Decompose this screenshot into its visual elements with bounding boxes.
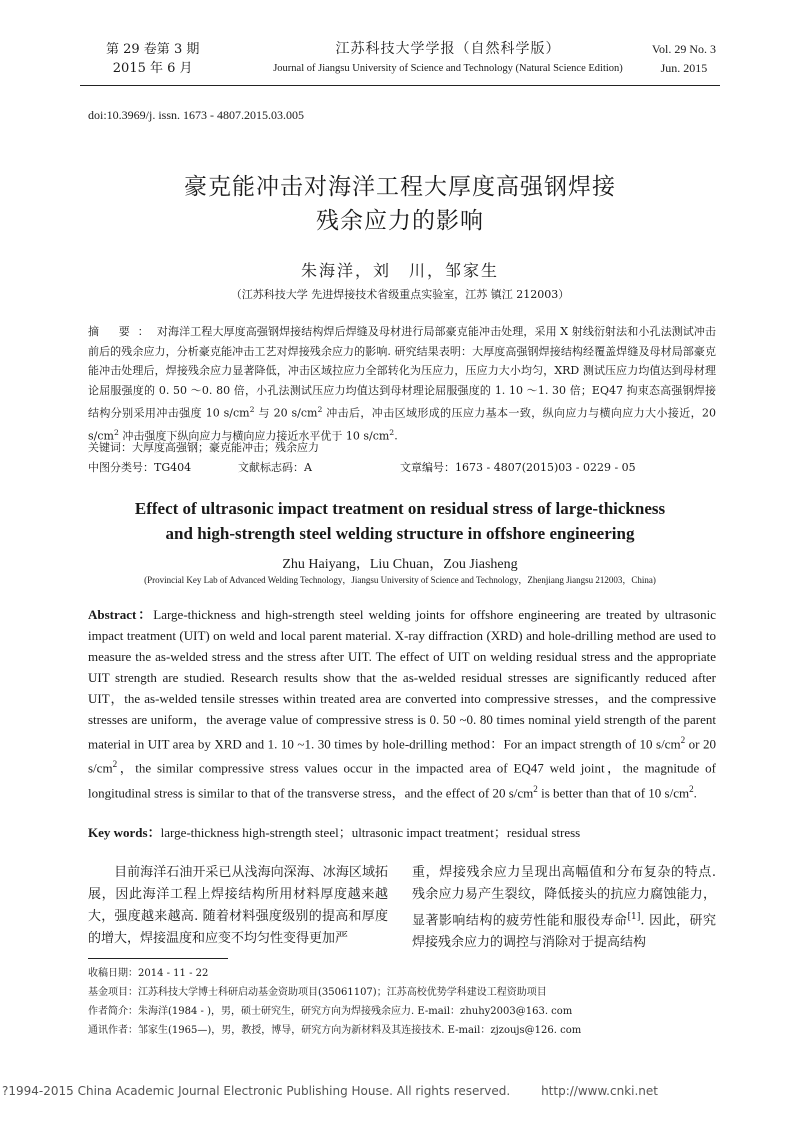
header-journal-cn: 江苏科技大学学报（自然科学版） — [335, 41, 561, 57]
header-volume-cn: 第 29 卷第 3 期 — [106, 42, 200, 57]
footnotes — [88, 964, 716, 1040]
title-cn-line-1: 豪克能冲击对海洋工程大厚度高强钢焊接 — [184, 174, 616, 200]
superscript: 2 — [389, 428, 395, 438]
superscript: 2 — [533, 783, 538, 794]
abstract-cn-text: 冲击后，冲击区域形成的压应力基本一致，纵向应力与横向应力大小接近，20 s/cm — [88, 406, 716, 443]
footnote-author: 作者简介：朱海洋(1984 - )，男，硕士研究生，研究方向为焊接残余应力. E-mail：zhuhy2003@163. com — [88, 1006, 573, 1017]
authors-en: Zhu Haiyang，Liu Chuan，Zou Jiasheng — [282, 557, 518, 572]
title-cn-line-2: 残余应力的影响 — [316, 208, 484, 234]
title-en-line-2: and high-strength steel welding structure in offshore engineering — [165, 524, 635, 543]
cnki-link[interactable]: http://www.cnki.net — [541, 1084, 658, 1098]
header-date-cn: 2015 年 6 月 — [112, 61, 193, 76]
abstract-cn-label: 摘 要： — [88, 325, 157, 338]
superscript: 2 — [680, 735, 686, 745]
abstract-cn — [88, 322, 716, 446]
header-date-en: Jun. 2015 — [660, 61, 708, 75]
header-right — [652, 40, 716, 78]
body-column-left: 目前海洋石油开采已从浅海向深海、冰海区域拓展，因此海洋工程上焊接结构所用材料厚度越来越大，强度越来越高. 随着材料强度级别的提高和厚度的增大，焊接温度和应变不均匀性变得更加严 — [88, 865, 388, 946]
copyright-text: ?1994-2015 China Academic Journal Electronic Publishing House. All rights reserved. — [2, 1084, 511, 1098]
abstract-en-text: is better than that of 10 s/cm — [537, 784, 690, 800]
footnote-corresponding: 通讯作者：邹家生(1965—)，男，教授，博导，研究方向为新材料及其连接技术. E-mail：zjzoujs@126. com — [88, 1025, 582, 1036]
abstract-cn-text: 与 20 s/cm — [254, 406, 318, 420]
superscript: 2 — [113, 428, 119, 438]
body-right-text: 重，焊接残余应力呈现出高幅值和分布复杂的特点. 残余应力易产生裂纹，降低接头的抗应力腐蚀能力，显著影响结构的疲劳性能和服役寿命 — [412, 865, 716, 929]
doi[interactable]: doi:10.3969/j. issn. 1673 - 4807.2015.03.005 — [88, 108, 305, 122]
keywords-cn: 关键词：大厚度高强钢；豪克能冲击；残余应力 — [88, 441, 319, 454]
header-journal-en: Journal of Jiangsu University of Science and Technology (Natural Science Edition) — [273, 63, 623, 74]
header-divider — [80, 85, 720, 86]
keywords-en — [88, 822, 716, 841]
body-right-text: . 因此，研究焊接残余应力的调控与消除对于提高结构 — [412, 913, 716, 951]
superscript: 2 — [689, 783, 694, 794]
abstract-en-text: . — [693, 784, 697, 800]
footnote-fund: 基金项目：江苏科技大学博士科研启动基金资助项目(35061107)；江苏高校优势学科建设工程资助项目 — [88, 987, 547, 998]
body-column-right — [412, 862, 716, 954]
abstract-cn-text: 对海洋工程大厚度高强钢焊接结构焊后焊缝及母材进行局部豪克能冲击处理，采用 X 射线衍射法和小孔法测试冲击前后的残余应力，分析豪克能冲击工艺对焊接残余应力的影响. 研究结果表明：大厚度高强钢焊接结构经覆盖焊缝及母材局部豪克能冲击处理后，焊接残余应力显著降低，冲击区域拉应力全部转化为压应力，压应力大小均匀，XRD 测试压应力均值达到母材理论屈服强度的 0. 50 ～0. 80 倍，小孔法测试压应力均值达到母材理论屈服强度的 1. 10 ～1. 30 倍；EQ47 拘束态高强钢焊接结构分别采用冲击强度 10 s/cm — [88, 325, 716, 420]
header-volume-en: Vol. 29 No. 3 — [651, 42, 716, 56]
abstract-en-text: ，the similar compressive stress values occur in the impacted area of EQ47 weld joint，the magnitude of longitudinal stress is similar to that of the transverse stress，and the effect of 20 s/cm — [88, 760, 716, 800]
paper-title-cn — [80, 170, 720, 238]
abstract-cn-text: . — [394, 429, 398, 443]
superscript: 2 — [249, 405, 255, 414]
authors-cn: 朱海洋，刘 川，邹家生 — [300, 261, 499, 280]
abstract-en-label: Abstract： — [88, 607, 154, 622]
abstract-cn-text: 冲击强度下纵向应力与横向应力接近水平优于 10 s/cm — [118, 429, 390, 443]
abstract-en — [88, 604, 716, 803]
abstract-en-text: or 20 s/cm — [88, 736, 716, 776]
title-en-line-1: Effect of ultrasonic impact treatment on residual stress of large-thickness — [134, 499, 666, 518]
citation-ref[interactable]: [1] — [627, 912, 641, 922]
clc-number: 中图分类号：TG404 — [88, 461, 192, 474]
header-left — [106, 40, 199, 78]
footnote-received: 收稿日期：2014 - 11 - 22 — [88, 968, 209, 979]
header-center — [248, 40, 648, 78]
footnote-divider — [88, 958, 228, 959]
abstract-en-text: Large-thickness and high-strength steel welding joints for offshore engineering are treated by ultrasonic impact treatment (UIT) on weld and local parent material. X-ray diffraction (XRD) and hole-drilling method are used to measure the as-welded stress and the stress after UIT. The effect of UIT on welding residual stress and the appropriate UIT strength are studied. Research results show that the as-welded residual stresses are significantly reduced after UIT，the as-welded tensile stresses within treated area are converted into compressive stresses，and the compressive stresses are uniform，the average value of compressive stress is 0. 50 ~0. 80 times nominal yield strength of the parent material in UIT area by XRD and 1. 10 ~1. 30 times by hole-drilling method：For an impact strength of 10 s/cm — [88, 607, 716, 752]
superscript: 2 — [317, 405, 323, 414]
superscript: 2 — [112, 759, 118, 770]
keywords-en-text: large-thickness high-strength steel；ultrasonic impact treatment；residual stress — [160, 825, 581, 840]
keywords-en-label: Key words： — [88, 825, 161, 840]
running-header — [80, 38, 720, 84]
document-code: 文献标志码：A — [238, 461, 312, 474]
affiliation-cn: （江苏科技大学 先进焊接技术省级重点实验室，江苏 镇江 212003） — [230, 288, 570, 301]
classification-cn — [88, 459, 716, 475]
affiliation-en: (Provincial Key Lab of Advanced Welding Technology，Jiangsu University of Science and Technology，Zhenjiang Jiangsu 212003，China) — [144, 575, 656, 585]
article-number: 文章编号：1673 - 4807(2015)03 - 0229 - 05 — [400, 461, 636, 474]
paper-title-en — [80, 496, 720, 546]
